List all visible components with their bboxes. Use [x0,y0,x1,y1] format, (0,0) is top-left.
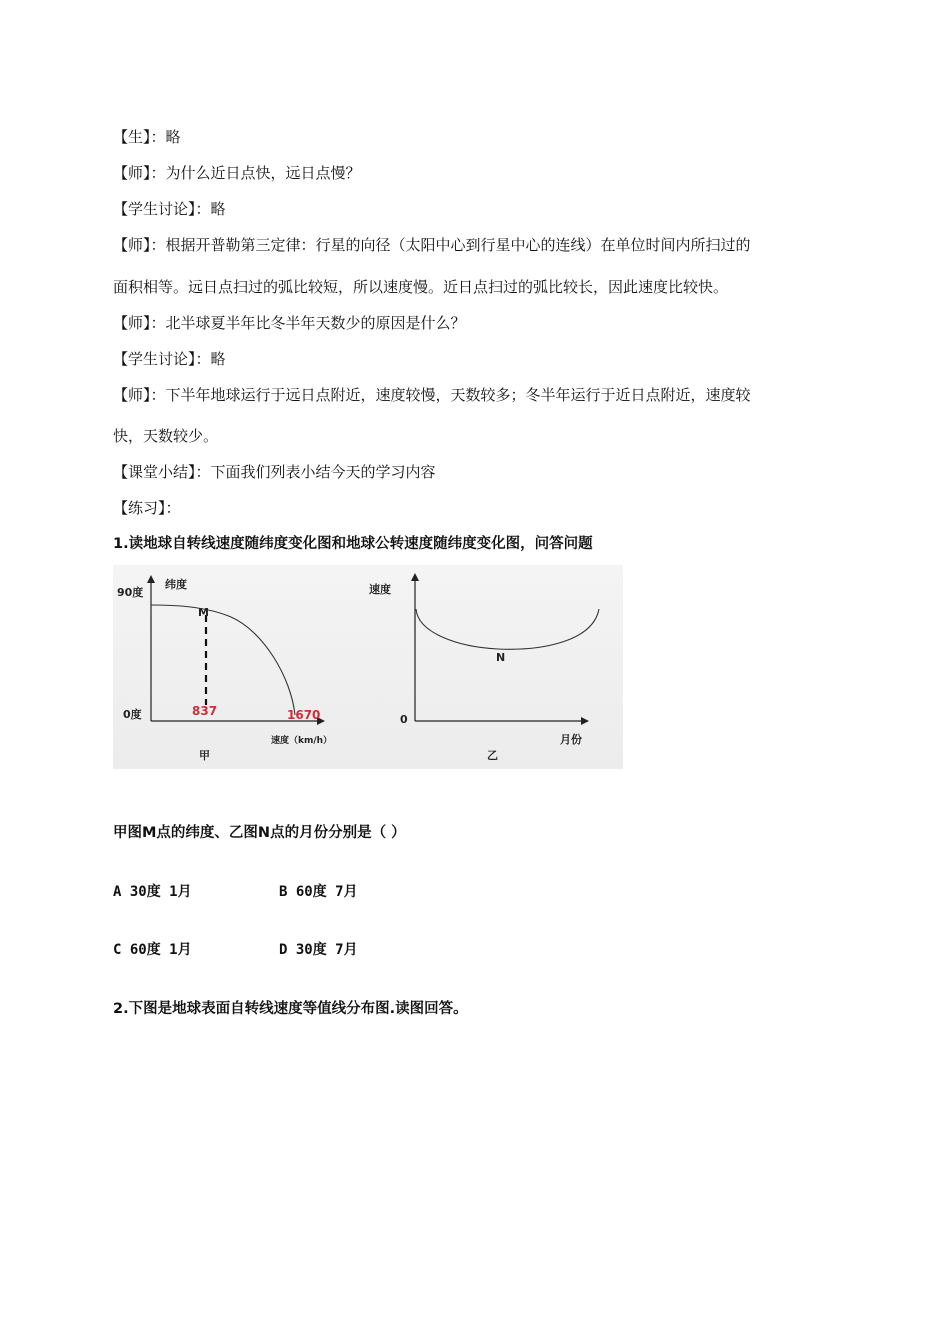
right-x-axis-title: 月份 [560,733,582,746]
option-a[interactable]: A 30度 1月 [113,884,192,900]
question1-stem: 甲图M点的纬度、乙图N点的月份分别是（ ） [113,825,406,841]
left-m-value-label: 837 [192,704,218,718]
right-y-axis-title: 速度 [369,583,391,596]
dialogue-line-teacher-answer-2: 快，天数较少。 [113,427,219,445]
left-caption: 甲 [199,749,210,762]
dialogue-line-summary: 【课堂小结】：下面我们列表小结今天的学习内容 [113,463,436,481]
dialogue-line-student-discussion-2: 【学生讨论】：略 [113,350,226,368]
right-caption: 乙 [487,749,498,762]
option-c[interactable]: C 60度 1月 [113,942,192,958]
figure-svg [113,565,623,769]
dialogue-line-exercise-heading: 【练习】： [113,499,181,517]
dialogue-line-teacher-answer-1: 【师】：下半年地球运行于远日点附近，速度较慢，天数较多；冬半年运行于近日点附近，速度较 [113,386,751,404]
option-b[interactable]: B 60度 7月 [279,884,358,900]
question1-options-row-1 [113,882,358,902]
right-point-n-label: N [496,651,506,664]
option-d[interactable]: D 30度 7月 [279,942,358,958]
left-chart [117,575,332,762]
left-y-top-label: 90度 [117,586,144,599]
left-point-m-label: M [198,606,209,619]
right-y-arrow [411,573,419,581]
left-y-bottom-label: 0度 [123,708,142,721]
left-x-axis-title: 速度（km/h） [271,736,333,746]
right-chart [369,573,599,762]
question1-options-row-2 [113,940,358,960]
left-y-axis-title: 纬度 [165,578,187,591]
dialogue-line-teacher-kepler-1: 【师】：根据开普勒第三定律：行星的向径（太阳中心到行星中心的连线）在单位时间内所扫过的 [113,236,751,254]
question1-title: 1.读地球自转线速度随纬度变化图和地球公转速度随纬度变化图，问答问题 [113,536,593,552]
right-origin-label: 0 [400,713,408,726]
question2-title: 2.下图是地球表面自转线速度等值线分布图.读图回答。 [113,1001,468,1017]
left-y-arrow [147,575,155,583]
figure-rotation-revolution-speed [113,565,623,769]
dialogue-line-teacher-question-days: 【师】：北半球夏半年比冬半年天数少的原因是什么？ [113,314,466,332]
right-revolution-curve [416,609,599,649]
dialogue-line-teacher-kepler-2: 面积相等。远日点扫过的弧比较短，所以速度慢。近日点扫过的弧比较长，因此速度比较快。 [113,278,729,296]
left-max-value-label: 1670 [287,708,321,722]
dialogue-line-teacher-question-speed: 【师】：为什么近日点快，远日点慢？ [113,164,361,182]
right-x-arrow [581,717,589,725]
dialogue-line-student-1: 【生】：略 [113,128,181,146]
left-rotation-curve [151,605,295,715]
dialogue-line-student-discussion-1: 【学生讨论】：略 [113,200,226,218]
